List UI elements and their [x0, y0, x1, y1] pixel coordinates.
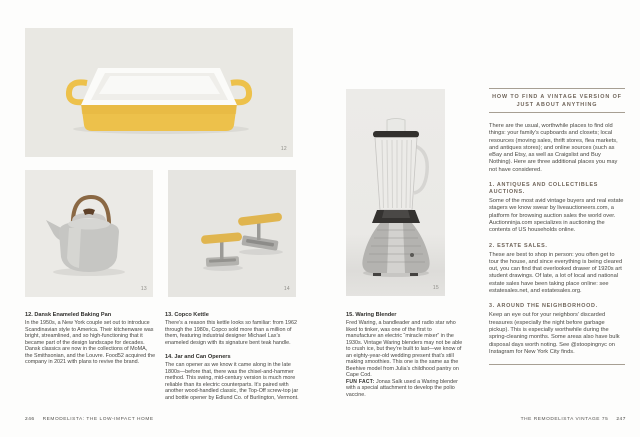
baking-pan-image: [25, 28, 293, 157]
right-running-title: THE REMODELISTA VINTAGE 75: [520, 417, 609, 422]
fun-fact-label: FUN FACT:: [346, 378, 375, 385]
blender-image: [346, 89, 445, 296]
sidebar-title-line1: HOW TO FIND A VINTAGE VERSION OF: [492, 94, 622, 100]
sidebar-section-2-body: These are best to shop in person: you often get to tour the house, and since everything is being cleared out, you can find that overlooked drawer of 1920s art student drawings. Of late, a lot of local and national estate sales have been taking place online: see estatesales.net, and estatesales.org.: [489, 251, 623, 295]
item-13-heading: 13. Copco Kettle: [165, 312, 209, 318]
item-13-caption: [165, 312, 303, 346]
baking-pan-photo: [25, 28, 293, 157]
sidebar-bottom-rule: [489, 364, 625, 365]
left-page-footer: [25, 417, 154, 422]
sidebar-title: [489, 89, 625, 112]
left-page-number: 246: [25, 417, 35, 422]
item-15-fun-fact: [346, 379, 463, 399]
sidebar-intro: There are the usual, worthwhile places to find old things: your family’s cupboards and closets; local resources (moving sales, thrift stores, flea markets, and antiques stores); and online sources (such as eBay and Etsy, as well as Craigslist and Buy Nothing). Here are three additional places you may not have considered.: [489, 123, 618, 173]
item-12-heading: 12. Dansk Enameled Baking Pan: [25, 312, 112, 318]
kettle-photo: [25, 170, 153, 297]
item-14-body: The can opener as we know it came along in the late 1800s—before that, there was the chisel-and-hammer method. This swing, mid-century version is much more reliable than its electric counterparts. It’s paired with another wood-handled classic, the Top-Off screw-top jar and bottle opener by Edlund Co. of Burlington, Vermont.: [165, 362, 299, 401]
photo-number-12: 12: [280, 146, 287, 152]
caption-column-1: [25, 312, 156, 374]
photo-number-14: 14: [283, 286, 290, 292]
sidebar-title-line2: JUST ABOUT ANYTHING: [516, 102, 598, 108]
blender-photo: [346, 89, 445, 296]
sidebar-section-2-heading: 2. ESTATE SALES.: [489, 242, 548, 249]
caption-column-2: [165, 312, 303, 409]
kettle-image: [25, 170, 153, 297]
vintage-guide-sidebar: [489, 88, 625, 365]
right-page-footer: [521, 417, 626, 422]
item-12-caption: [25, 312, 156, 366]
sidebar-section-3-heading: 3. AROUND THE NEIGHBORHOOD.: [489, 303, 598, 310]
item-15-heading: 15. Waring Blender: [346, 312, 397, 318]
caption-column-3: [346, 312, 463, 406]
fun-fact-text: Jonas Salk used a Waring blender with a special attachment to develop the polio vaccine.: [346, 378, 458, 398]
photo-number-15: 15: [432, 285, 439, 291]
openers-image: [168, 170, 296, 297]
photo-number-13: 13: [140, 286, 147, 292]
item-14-heading: 14. Jar and Can Openers: [165, 354, 231, 360]
item-12-body: In the 1950s, a New York couple set out to introduce Scandinavian style to America. Their kitchenware was bright, streamlined, and so high-functioning that it became part of the design landscape for decades. Dansk classics are now in the collections of MoMA, the Smithsonian, and the Louvre. Food52 acquired the company in 2021 with plans to revive the brand.: [25, 320, 156, 365]
sidebar-body: [489, 123, 625, 356]
sidebar-section-1-heading: 1. ANTIQUES AND COLLECTIBLES AUCTIONS.: [489, 182, 599, 196]
sidebar-title-rule: [489, 112, 625, 113]
item-15-body: Fred Waring, a bandleader and radio star who liked to tinker, was one of the first to manufacture an electric “miracle mixer” in the 1930s. Vintage Waring blenders may not be able to crush ice, but they’re built to last—we know of an eighty-year-old wedding present that’s still making smoothies. This one is the same as the Beehive model from Julia’s childhood pantry on Cape Cod.: [346, 320, 463, 378]
openers-photo: [168, 170, 296, 297]
item-13-body: There’s a reason this kettle looks so familiar: from 1962 through the 1980s, Copco sold more than a million of them, featuring industrial designer Michael Lax’s enameled design with its signature bent teak handle.: [165, 320, 298, 346]
sidebar-section-1-body: Some of the most avid vintage buyers and real estate stagers we know swear by liveauctioneers.com, a platform for browsing auction sales the world over. Auctionninja.com specializes in auctioning the contents of US households online.: [489, 198, 624, 234]
item-14-caption: [165, 354, 303, 401]
sidebar-section-3-body: Keep an eye out for your neighbors’ discarded treasures (especially the night before garbage pickup). This is especially worthwhile during the spring-cleaning months. Some areas also have bulk disposal days worth noting. See @stoopingnyc on Instagram for New York City finds.: [489, 312, 620, 355]
left-running-title: REMODELISTA: THE LOW-IMPACT HOME: [42, 417, 154, 422]
item-15-caption: [346, 312, 463, 398]
right-page-number: 247: [616, 417, 626, 422]
